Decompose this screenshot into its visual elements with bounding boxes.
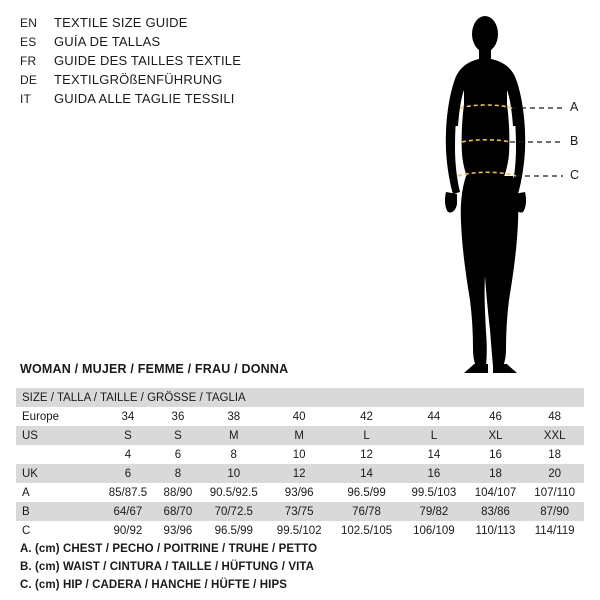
table-cell: XXL [543, 429, 566, 442]
row-label: A [22, 486, 30, 499]
table-cell: 34 [121, 410, 135, 423]
table-cell: 18 [548, 448, 562, 461]
language-list [20, 14, 320, 109]
table-cell: 6 [124, 467, 132, 480]
table-cell: 68/70 [163, 505, 193, 518]
table-cell: 114/119 [534, 524, 575, 537]
table-cell: 12 [360, 448, 373, 461]
language-code: FR [20, 54, 37, 68]
language-title: TEXTILE SIZE GUIDE [54, 15, 188, 30]
table-cell: 16 [427, 467, 441, 480]
table-cell: 20 [548, 467, 562, 480]
table-row [16, 445, 584, 464]
legend-item-a: A. (cm) CHEST / PECHO / POITRINE / TRUHE / PETTO [20, 543, 318, 555]
table-row [16, 426, 584, 445]
table-cell: 93/96 [284, 486, 314, 499]
table-cell: 104/107 [474, 486, 517, 499]
legend-item-b: B. (cm) WAIST / CINTURA / TAILLE / HÜFTUNG / VITA [20, 561, 315, 573]
row-label: Europe [22, 410, 60, 423]
table-cell: 10 [227, 467, 241, 480]
table-cell: 85/87.5 [108, 486, 148, 499]
table-cell: 14 [360, 467, 373, 480]
language-title: GUIDA ALLE TAGLIE TESSILI [54, 91, 235, 106]
table-header-row [16, 388, 584, 407]
table-row [16, 483, 584, 502]
table-row [16, 464, 584, 483]
row-label: C [22, 524, 31, 537]
table-cell: 96.5/99 [214, 524, 253, 537]
table-cell: 96.5/99 [347, 486, 386, 499]
gender-heading: WOMAN / MUJER / FEMME / FRAU / DONNA [20, 362, 289, 376]
marker-label-a: A [570, 100, 579, 114]
language-code: EN [20, 16, 38, 30]
table-cell: 107/110 [534, 486, 576, 499]
marker-label-c: C [570, 168, 580, 182]
language-code: ES [20, 35, 37, 49]
language-row [20, 90, 320, 108]
row-label [16, 445, 100, 464]
table-cell: 88/90 [163, 486, 193, 499]
legend-item-c: C. (cm) HIP / CADERA / HANCHE / HÜFTE / HIPS [20, 579, 288, 591]
table-cell: 102.5/105 [340, 524, 393, 537]
language-row [20, 33, 320, 51]
table-cell: 90/92 [113, 524, 143, 537]
table-cell: 99.5/102 [276, 524, 322, 537]
table-cell: L [363, 429, 370, 442]
table-header-label: SIZE / TALLA / TAILLE / GRÖSSE / TAGLIA [16, 388, 584, 407]
table-cell: 18 [489, 467, 502, 480]
table-row [16, 502, 584, 521]
table-cell: 90.5/92.5 [209, 486, 258, 499]
table-cell: 16 [489, 448, 502, 461]
table-cell: 93/96 [163, 524, 193, 537]
row-label: US [22, 429, 38, 442]
language-title: GUÍA DE TALLAS [54, 34, 161, 49]
table-cell: 87/90 [540, 505, 570, 518]
language-row [20, 71, 320, 89]
table-cell: S [124, 429, 132, 442]
table-cell: 76/78 [352, 505, 381, 518]
table-cell: 73/75 [284, 505, 314, 518]
table-cell: 38 [227, 410, 241, 423]
table-cell: 36 [171, 410, 185, 423]
table-cell: 64/67 [113, 505, 143, 518]
table-cell: 46 [489, 410, 502, 423]
language-code: IT [20, 92, 32, 106]
table-cell: 14 [427, 448, 441, 461]
language-title: GUIDE DES TAILLES TEXTILE [54, 53, 242, 68]
table-cell: 83/86 [481, 505, 510, 518]
table-cell: XL [488, 429, 503, 442]
table-cell: 8 [174, 467, 182, 480]
table-cell: 4 [124, 448, 132, 461]
table-cell: M [294, 429, 304, 442]
language-code: DE [20, 73, 38, 87]
row-label: B [22, 505, 30, 518]
body-figure [400, 8, 600, 376]
table-cell: M [228, 429, 239, 442]
table-cell: 110/113 [475, 524, 516, 537]
measurement-legend [20, 541, 317, 595]
language-row [20, 14, 320, 32]
table-cell: L [430, 429, 438, 442]
marker-label-b: B [570, 134, 579, 148]
table-cell: S [174, 429, 182, 442]
language-row [20, 52, 320, 70]
table-row [16, 521, 584, 540]
table-cell: 40 [292, 410, 306, 423]
table-cell: 44 [427, 410, 441, 423]
table-cell: 6 [174, 448, 182, 461]
table-cell: 42 [360, 410, 373, 423]
table-row [16, 407, 584, 426]
table-cell: 12 [292, 467, 306, 480]
female-silhouette-icon [400, 8, 600, 376]
table-cell: 106/109 [413, 524, 455, 537]
table-cell: 70/72.5 [214, 505, 253, 518]
table-cell: 79/82 [419, 505, 449, 518]
language-title: TEXTILGRÖßENFÜHRUNG [54, 72, 223, 87]
size-table [16, 388, 584, 540]
table-cell: 8 [230, 448, 237, 461]
table-cell: 10 [292, 448, 306, 461]
table-cell: 48 [548, 410, 562, 423]
table-cell: 99.5/103 [411, 486, 457, 499]
row-label: UK [22, 467, 38, 480]
